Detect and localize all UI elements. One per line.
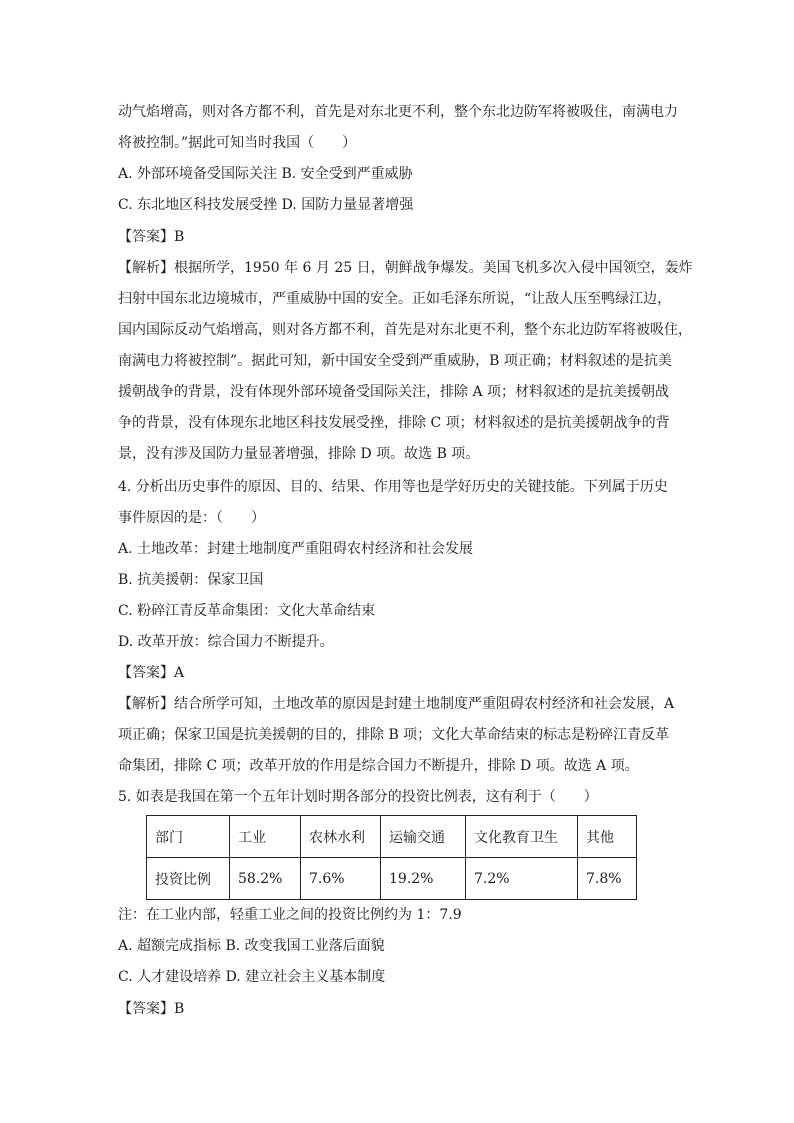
table-row	[147, 858, 637, 900]
q3-analysis-line: 【解析】根据所学，1950 年 6 月 25 日，朝鲜战争爆发。美国飞机多次入侵中国领空，轰炸	[118, 260, 693, 276]
table-cell: 7.2%	[466, 858, 578, 900]
table-cell: 19.2%	[381, 858, 466, 900]
q4-analysis-line: 项正确；保家卫国是抗美援朝的目的，排除 B 项；文化大革命结束的标志是粉碎江青反革	[118, 727, 670, 743]
table-header-row	[147, 816, 637, 858]
q3-analysis-line: 南满电力将被控制”。据此可知，新中国安全受到严重威胁，B 项正确；材料叙述的是抗美	[118, 353, 672, 369]
q3-analysis-line: 景，没有涉及国防力量显著增强，排除 D 项。故选 B 项。	[118, 446, 480, 462]
q4-stem-line-2: 事件原因的是：（ ）	[118, 510, 265, 526]
q3-analysis-line: 争的背景，没有体现东北地区科技发展受挫，排除 C 项；材料叙述的是抗美援朝战争的背	[118, 415, 670, 431]
q5-note: 注：在工业内部，轻重工业之间的投资比例约为 1：7.9	[118, 907, 462, 923]
q5-answer: 【答案】B	[118, 1001, 185, 1017]
table-cell: 58.2%	[230, 858, 301, 900]
q4-option-c: C. 粉碎江青反革命集团：文化大革命结束	[118, 603, 376, 619]
q4-option-d: D. 改革开放：综合国力不断提升。	[118, 634, 334, 650]
table-cell: 7.8%	[578, 858, 637, 900]
q4-analysis-line: 命集团，排除 C 项；改革开放的作用是综合国力不断提升，排除 D 项。故选 A 项。	[118, 758, 639, 774]
table-header-cell: 文化教育卫生	[466, 816, 578, 858]
q3-options-cd: C. 东北地区科技发展受挫 D. 国防力量显著增强	[118, 197, 414, 213]
q4-answer: 【答案】A	[118, 665, 185, 681]
table-cell: 投资比例	[147, 858, 230, 900]
table-cell: 7.6%	[301, 858, 381, 900]
table-header-cell: 部门	[147, 816, 230, 858]
q4-stem-line-1: 4. 分析出历史事件的原因、目的、结果、作用等也是学好历史的关键技能。下列属于历史	[118, 479, 668, 495]
q4-option-a: A. 土地改革：封建土地制度严重阻碍农村经济和社会发展	[118, 541, 474, 557]
table-header-cell: 工业	[230, 816, 301, 858]
q4-analysis-line: 【解析】结合所学可知，土地改革的原因是封建土地制度严重阻碍农村经济和社会发展，A	[118, 696, 675, 712]
q3-analysis-line: 国内国际反动气焰增高，则对各方都不利，首先是对东北更不利，整个东北边防军将被吸住，	[118, 322, 692, 338]
table-header-cell: 其他	[578, 816, 637, 858]
table-header-cell: 农林水利	[301, 816, 381, 858]
investment-table	[146, 815, 637, 900]
q4-option-b: B. 抗美援朝：保家卫国	[118, 572, 264, 588]
q3-analysis-line: 扫射中国东北边境城市，严重威胁中国的安全。正如毛泽东所说，“让敌人压至鸭绿江边，	[118, 291, 672, 307]
q3-analysis-line: 援朝战争的背景，没有体现外部环境备受国际关注，排除 A 项；材料叙述的是抗美援朝战	[118, 384, 670, 400]
q5-options-ab: A. 超额完成指标 B. 改变我国工业落后面貌	[118, 938, 385, 954]
q3-options-ab: A. 外部环境备受国际关注 B. 安全受到严重威胁	[118, 166, 413, 182]
q3-stem-line-1: 动气焰增高，则对各方都不利，首先是对东北更不利，整个东北边防军将被吸住，南满电力	[118, 104, 678, 120]
table-header-cell: 运输交通	[381, 816, 466, 858]
q5-options-cd: C. 人才建设培养 D. 建立社会主义基本制度	[118, 969, 386, 985]
q5-stem: 5. 如表是我国在第一个五年计划时期各部分的投资比例表，这有利于（ ）	[118, 789, 598, 805]
q3-answer: 【答案】B	[118, 229, 185, 245]
q3-stem-line-2: 将被控制。”据此可知当时我国（ ）	[118, 135, 357, 151]
